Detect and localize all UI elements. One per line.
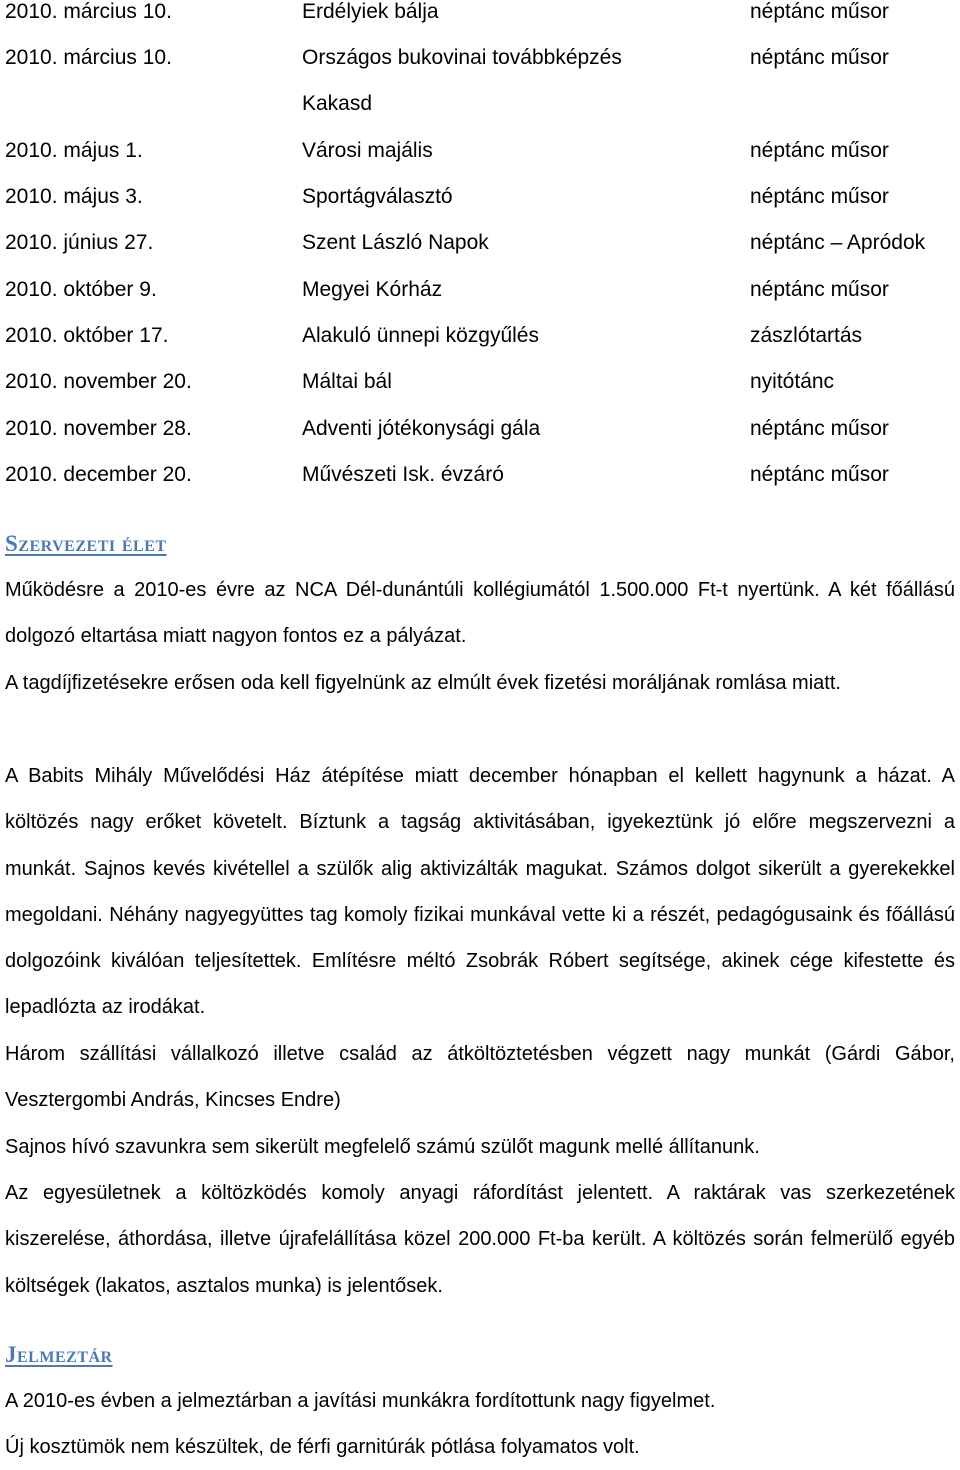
event-row [5, 463, 955, 509]
event-date: 2010. november 20. [5, 370, 192, 394]
event-name-continued: Kakasd [302, 92, 373, 116]
event-name: Adventi jótékonysági gála [302, 416, 541, 440]
event-name: Országos bukovinai továbbképzés [302, 46, 622, 70]
event-type: néptánc műsor [750, 138, 889, 162]
event-type: néptánc műsor [750, 185, 889, 209]
event-name: Megyei Kórház [302, 277, 443, 301]
event-row [5, 278, 955, 324]
event-name: Alakuló ünnepi közgyűlés [302, 324, 539, 348]
event-type: néptánc műsor [750, 0, 889, 23]
event-type: nyitótánc [750, 370, 835, 394]
event-row [5, 231, 955, 277]
event-row [5, 0, 955, 46]
event-type: néptánc műsor [750, 416, 889, 440]
event-name: Sportágválasztó [302, 185, 453, 209]
event-date: 2010. június 27. [5, 231, 154, 255]
section-heading-szervezeti-elet: Szervezeti élet [5, 531, 167, 556]
section-heading-jelmeztar: Jelmeztár [5, 1342, 113, 1367]
event-name: Művészeti Isk. évzáró [302, 462, 504, 486]
event-date: 2010. november 28. [5, 416, 192, 440]
paragraph: Az egyesületnek a költözködés komoly anyagi ráfordítást jelentett. A raktárak vas szerkezetének kiszerelése, áthordása, illetve újrafelállítása közel 200.000 Ft-ba került. A költözés során felmerülő egyéb költségek (lakatos, asztalos munka) is jelentősek. [5, 1182, 955, 1297]
event-date: 2010. május 3. [5, 185, 143, 209]
event-row [5, 370, 955, 416]
event-date: 2010. október 17. [5, 324, 169, 348]
event-date: 2010. március 10. [5, 46, 172, 70]
event-row [5, 46, 955, 139]
event-row [5, 139, 955, 185]
event-type: zászlótartás [750, 324, 863, 348]
paragraph: Sajnos hívó szavunkra sem sikerült megfelelő számú szülőt magunk mellé állítanunk. [5, 1136, 760, 1158]
paragraph: Három szállítási vállalkozó illetve család az átköltöztetésben végzett nagy munkát (Gárdi Gábor, Vesztergombi András, Kincses Endre) [5, 1043, 955, 1112]
event-table [5, 0, 955, 509]
event-date: 2010. december 20. [5, 462, 192, 486]
event-name: Erdélyiek bálja [302, 0, 439, 23]
event-name: Szent László Napok [302, 231, 489, 255]
event-name: Máltai bál [302, 370, 392, 394]
paragraph: A Babits Mihály Művelődési Ház átépítése miatt december hónapban el kellett hagynunk a házat. A költözés nagy erőket követelt. Bíztunk a tagság aktivitásában, igyekeztünk jó előre megszervezni a munkát. Sajnos kevés kivétellel a szülők alig aktivizálták magukat. Számos dolgot sikerült a gyerekekkel megoldani. Néhány nagyegyüttes tag komoly fizikai munkával vette ki a részét, pedagógusaink és főállású dolgozóink kiválóan teljesítettek. Említésre méltó Zsobrák Róbert segítsége, akinek cége kifestette és lepadlózta az irodákat. [5, 765, 955, 1019]
event-date: 2010. március 10. [5, 0, 172, 23]
event-row [5, 417, 955, 463]
event-date: 2010. október 9. [5, 277, 157, 301]
paragraph: Új kosztümök nem készültek, de férfi garnitúrák pótlása folyamatos volt. [5, 1436, 640, 1458]
event-row [5, 324, 955, 370]
event-type: néptánc műsor [750, 46, 889, 70]
event-type: néptánc műsor [750, 462, 889, 486]
event-date: 2010. május 1. [5, 138, 143, 162]
event-type: néptánc – Apródok [750, 231, 926, 255]
event-name: Városi majális [302, 138, 433, 162]
event-type: néptánc műsor [750, 277, 889, 301]
paragraph: A tagdíjfizetésekre erősen oda kell figyelnünk az elmúlt évek fizetési moráljának romlása miatt. [5, 672, 841, 694]
paragraph: Működésre a 2010-es évre az NCA Dél-dunántúli kollégiumától 1.500.000 Ft-t nyertünk. A két főállású dolgozó eltartása miatt nagyon fontos ez a pályázat. [5, 579, 955, 648]
paragraph: A 2010-es évben a jelmeztárban a javítási munkákra fordítottunk nagy figyelmet. [5, 1390, 716, 1412]
event-row [5, 185, 955, 231]
